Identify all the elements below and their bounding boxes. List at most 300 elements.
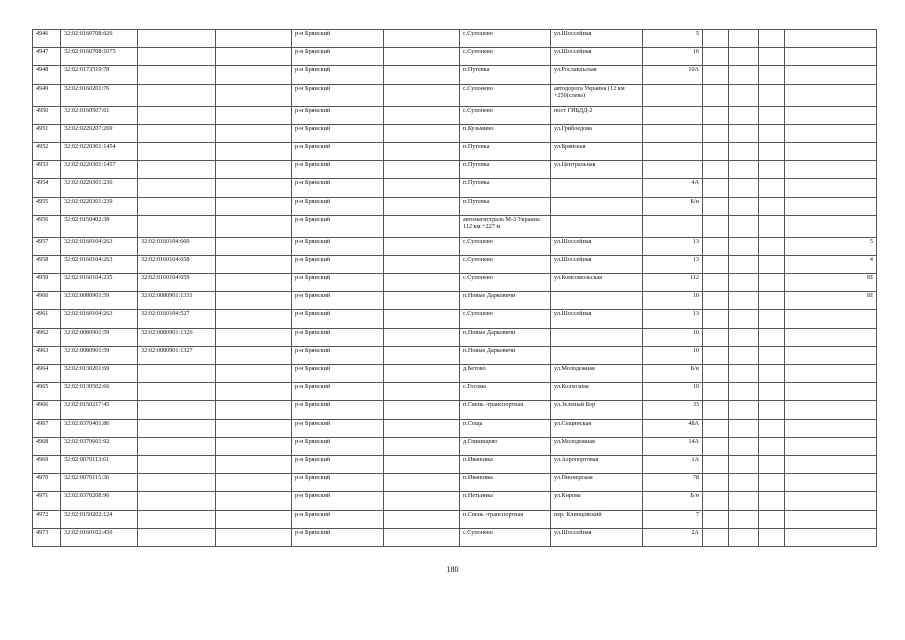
cell-empty: [216, 419, 292, 437]
cell-cadastral-number: 32:02:0080901:59: [61, 346, 138, 364]
cell-empty: [729, 215, 759, 237]
cell-cadastral-number: 32:02:0130502:66: [61, 383, 138, 401]
cell-street: ул.Комсомольская: [551, 274, 643, 292]
cell-building: [785, 401, 877, 419]
cell-cadastral-number: 32:02:0160708:1075: [61, 48, 138, 66]
cell-cadastral-number-2: [138, 365, 216, 383]
cell-empty: [216, 142, 292, 160]
cell-locality: п.Свень -транспортная: [460, 401, 551, 419]
cell-district: р-н Брянский: [292, 328, 384, 346]
cell-house: 13: [643, 255, 703, 273]
cell-empty: [759, 106, 785, 124]
cell-cadastral-number-2: [138, 161, 216, 179]
cell-empty: [729, 455, 759, 473]
cell-empty: [759, 328, 785, 346]
cell-street: ул.Аэропортовая: [551, 455, 643, 473]
table-row: [33, 455, 877, 473]
cell-district: р-н Брянский: [292, 255, 384, 273]
cell-building: [785, 328, 877, 346]
cell-empty: [729, 365, 759, 383]
cell-house: 4А: [643, 179, 703, 197]
cell-house: 1А: [643, 455, 703, 473]
table-row: [33, 161, 877, 179]
cell-empty: [216, 437, 292, 455]
cell-cadastral-number-2: [138, 510, 216, 528]
cell-street: ул.Рославльская: [551, 66, 643, 84]
cell-district: р-н Брянский: [292, 161, 384, 179]
cell-empty: [384, 142, 460, 160]
cell-cadastral-number-2: [138, 492, 216, 510]
cell-cadastral-number: 32:02:0160104:263: [61, 237, 138, 255]
cell-empty: [703, 455, 729, 473]
table-row: [33, 292, 877, 310]
cell-cadastral-number: 32:02:0150402:38: [61, 215, 138, 237]
cell-district: р-н Брянский: [292, 365, 384, 383]
cell-cadastral-number-2: [138, 455, 216, 473]
cell-row-number: 4960: [33, 292, 61, 310]
cell-street: [551, 215, 643, 237]
cell-cadastral-number-2: [138, 474, 216, 492]
cell-locality: п.Путевка: [460, 179, 551, 197]
cell-empty: [729, 528, 759, 546]
cell-building: 4: [785, 255, 877, 273]
cell-locality: с.Супонево: [460, 255, 551, 273]
cell-empty: [216, 66, 292, 84]
cell-house: Б/н: [643, 197, 703, 215]
cell-empty: [759, 142, 785, 160]
cell-empty: [729, 179, 759, 197]
cell-cadastral-number: 32:02:0220301:1454: [61, 142, 138, 160]
cell-street: ул.Шоссейная: [551, 528, 643, 546]
cell-cadastral-number-2: 32:02:0080901:1326: [138, 328, 216, 346]
cell-house: [643, 84, 703, 106]
cell-empty: [384, 292, 460, 310]
cell-empty: [759, 274, 785, 292]
cell-cadastral-number-2: [138, 383, 216, 401]
cell-street: пост ГИБДД-2: [551, 106, 643, 124]
cell-empty: [216, 255, 292, 273]
table-row: [33, 492, 877, 510]
cell-empty: [384, 528, 460, 546]
table-body: [33, 30, 877, 547]
cell-empty: [729, 124, 759, 142]
cell-locality: п.Путевка: [460, 66, 551, 84]
cell-empty: [759, 30, 785, 48]
cell-empty: [729, 346, 759, 364]
cell-empty: [729, 401, 759, 419]
cell-empty: [216, 215, 292, 237]
cell-row-number: 4946: [33, 30, 61, 48]
cell-row-number: 4971: [33, 492, 61, 510]
cell-empty: [384, 401, 460, 419]
cell-row-number: 4948: [33, 66, 61, 84]
cell-cadastral-number-2: [138, 215, 216, 237]
cell-empty: [729, 274, 759, 292]
cell-empty: [703, 124, 729, 142]
cell-district: р-н Брянский: [292, 419, 384, 437]
cell-empty: [759, 310, 785, 328]
cell-street: ул.Брянская: [551, 142, 643, 160]
cell-cadastral-number-2: [138, 142, 216, 160]
cell-house: [643, 161, 703, 179]
cell-row-number: 4950: [33, 106, 61, 124]
cell-empty: [729, 84, 759, 106]
cell-locality: п.Ивановка: [460, 474, 551, 492]
table-row: [33, 365, 877, 383]
cell-empty: [703, 492, 729, 510]
cell-locality: п.Нетьинка: [460, 492, 551, 510]
cell-empty: [384, 310, 460, 328]
cell-street: ул.Центральная: [551, 161, 643, 179]
cell-empty: [759, 215, 785, 237]
cell-empty: [384, 437, 460, 455]
cell-house: 13: [643, 310, 703, 328]
cell-cadastral-number: 32:02:0220207:269: [61, 124, 138, 142]
cell-street: ул.Шоссейная: [551, 310, 643, 328]
cell-row-number: 4963: [33, 346, 61, 364]
cell-row-number: 4951: [33, 124, 61, 142]
cell-empty: [703, 328, 729, 346]
table-row: [33, 66, 877, 84]
cell-house: Б/н: [643, 492, 703, 510]
cell-empty: [216, 124, 292, 142]
cell-district: р-н Брянский: [292, 437, 384, 455]
cell-cadastral-number: 32:02:0160104:263: [61, 310, 138, 328]
cell-building: [785, 383, 877, 401]
cell-locality: п.Путевка: [460, 161, 551, 179]
cell-row-number: 4953: [33, 161, 61, 179]
cell-empty: [729, 30, 759, 48]
cell-building: [785, 215, 877, 237]
cell-street: ул.Шоссейная: [551, 237, 643, 255]
cell-empty: [759, 365, 785, 383]
cell-locality: п.Ивановка: [460, 455, 551, 473]
table-row: [33, 401, 877, 419]
cell-cadastral-number-2: 32:02:0160104:658: [138, 255, 216, 273]
cell-empty: [703, 255, 729, 273]
cell-empty: [759, 124, 785, 142]
cell-house: 13: [643, 237, 703, 255]
cell-street: ул.Шоссейная: [551, 48, 643, 66]
cell-building: [785, 419, 877, 437]
cell-empty: [384, 255, 460, 273]
cell-empty: [216, 346, 292, 364]
cell-empty: [703, 383, 729, 401]
table-row: [33, 84, 877, 106]
cell-empty: [759, 48, 785, 66]
cell-empty: [703, 66, 729, 84]
table-row: [33, 510, 877, 528]
cell-house: 10: [643, 346, 703, 364]
cell-cadastral-number: 32:02:0370601:92: [61, 437, 138, 455]
cell-locality: с.Супонево: [460, 84, 551, 106]
cell-row-number: 4972: [33, 510, 61, 528]
table-row: [33, 197, 877, 215]
cell-building: [785, 142, 877, 160]
cell-locality: с.Госома: [460, 383, 551, 401]
cell-street: ул.Кирова: [551, 492, 643, 510]
cell-empty: [384, 492, 460, 510]
cell-house: [643, 106, 703, 124]
cell-cadastral-number-2: [138, 48, 216, 66]
cell-cadastral-number-2: [138, 528, 216, 546]
cell-house: 2А: [643, 528, 703, 546]
cell-empty: [703, 292, 729, 310]
cell-house: 78: [643, 474, 703, 492]
cell-empty: [759, 401, 785, 419]
cell-district: р-н Брянский: [292, 474, 384, 492]
cell-row-number: 4956: [33, 215, 61, 237]
cell-house: 33: [643, 401, 703, 419]
cell-cadastral-number-2: [138, 179, 216, 197]
cell-building: [785, 179, 877, 197]
cell-empty: [384, 455, 460, 473]
cell-district: р-н Брянский: [292, 179, 384, 197]
cell-cadastral-number-2: [138, 84, 216, 106]
cell-row-number: 4954: [33, 179, 61, 197]
cell-empty: [703, 237, 729, 255]
table-row: [33, 437, 877, 455]
cell-cadastral-number: 32:02:0160708:626: [61, 30, 138, 48]
cell-empty: [384, 274, 460, 292]
cell-building: III: [785, 292, 877, 310]
cell-street: ул.Колхозная: [551, 383, 643, 401]
table-row: [33, 328, 877, 346]
cell-empty: [759, 383, 785, 401]
cell-empty: [729, 474, 759, 492]
cell-empty: [703, 310, 729, 328]
cell-empty: [759, 492, 785, 510]
cell-cadastral-number: 32:02:0160104:235: [61, 274, 138, 292]
cell-empty: [703, 274, 729, 292]
cell-cadastral-number-2: 32:02:0160104:660: [138, 237, 216, 255]
cell-district: р-н Брянский: [292, 310, 384, 328]
cell-street: [551, 179, 643, 197]
cell-district: р-н Брянский: [292, 66, 384, 84]
cell-house: [643, 142, 703, 160]
cell-cadastral-number: 32:02:0160104:263: [61, 255, 138, 273]
cell-building: [785, 30, 877, 48]
table-row: [33, 179, 877, 197]
cell-row-number: 4965: [33, 383, 61, 401]
cell-cadastral-number-2: 32:02:0080901:1327: [138, 346, 216, 364]
cell-empty: [216, 492, 292, 510]
cell-locality: п.Путевка: [460, 142, 551, 160]
cell-district: р-н Брянский: [292, 215, 384, 237]
cell-empty: [384, 197, 460, 215]
cell-empty: [216, 161, 292, 179]
cell-district: р-н Брянский: [292, 401, 384, 419]
cell-empty: [703, 215, 729, 237]
cell-building: [785, 365, 877, 383]
cell-cadastral-number-2: [138, 197, 216, 215]
cell-district: р-н Брянский: [292, 142, 384, 160]
cell-empty: [759, 474, 785, 492]
cell-empty: [384, 106, 460, 124]
cell-empty: [759, 197, 785, 215]
cell-street: [551, 197, 643, 215]
cell-district: р-н Брянский: [292, 492, 384, 510]
cell-locality: п.Сеща: [460, 419, 551, 437]
cell-building: III: [785, 274, 877, 292]
cell-cadastral-number-2: [138, 30, 216, 48]
cell-street: [551, 346, 643, 364]
cell-empty: [703, 197, 729, 215]
cell-cadastral-number: 32:02:0150217:45: [61, 401, 138, 419]
cell-empty: [759, 292, 785, 310]
cell-row-number: 4962: [33, 328, 61, 346]
cell-building: [785, 66, 877, 84]
cell-empty: [703, 419, 729, 437]
cell-empty: [759, 528, 785, 546]
cell-district: р-н Брянский: [292, 383, 384, 401]
cell-empty: [729, 237, 759, 255]
cell-empty: [703, 48, 729, 66]
cell-empty: [759, 179, 785, 197]
cell-empty: [216, 510, 292, 528]
cell-house: 10: [643, 292, 703, 310]
table-row: [33, 528, 877, 546]
cell-empty: [216, 310, 292, 328]
cell-cadastral-number: 32:02:0160102:450: [61, 528, 138, 546]
cell-cadastral-number-2: [138, 437, 216, 455]
cell-building: [785, 455, 877, 473]
cell-cadastral-number: 32:02:0080901:59: [61, 292, 138, 310]
cell-locality: с.Супонево: [460, 528, 551, 546]
cell-empty: [729, 328, 759, 346]
cell-district: р-н Брянский: [292, 197, 384, 215]
page-number: 180: [446, 565, 459, 574]
cell-street: [551, 328, 643, 346]
cell-locality: д.Бетово: [460, 365, 551, 383]
cell-empty: [216, 365, 292, 383]
cell-building: [785, 437, 877, 455]
cell-cadastral-number-2: [138, 106, 216, 124]
cell-cadastral-number: 32:02:0370208:96: [61, 492, 138, 510]
cell-empty: [384, 474, 460, 492]
table-row: [33, 274, 877, 292]
cell-empty: [384, 124, 460, 142]
cell-row-number: 4958: [33, 255, 61, 273]
cell-empty: [759, 66, 785, 84]
cell-building: [785, 124, 877, 142]
cell-district: р-н Брянский: [292, 106, 384, 124]
cell-empty: [216, 197, 292, 215]
cell-district: р-н Брянский: [292, 48, 384, 66]
cell-building: [785, 106, 877, 124]
cell-empty: [216, 328, 292, 346]
cell-empty: [759, 510, 785, 528]
cell-empty: [729, 48, 759, 66]
cell-empty: [759, 346, 785, 364]
cell-empty: [729, 492, 759, 510]
cell-cadastral-number-2: [138, 124, 216, 142]
cell-empty: [384, 161, 460, 179]
cell-empty: [384, 419, 460, 437]
table-row: [33, 30, 877, 48]
cell-empty: [759, 455, 785, 473]
cell-empty: [729, 142, 759, 160]
cell-street: [551, 292, 643, 310]
cell-building: [785, 48, 877, 66]
cell-house: [643, 124, 703, 142]
cell-district: р-н Брянский: [292, 528, 384, 546]
cell-empty: [729, 197, 759, 215]
cell-cadastral-number: 32:02:0220301:236: [61, 179, 138, 197]
cell-row-number: 4964: [33, 365, 61, 383]
cell-empty: [703, 401, 729, 419]
cell-empty: [384, 383, 460, 401]
cell-empty: [384, 510, 460, 528]
cell-row-number: 4970: [33, 474, 61, 492]
cell-street: автодорога Украина (12 км +250(слева): [551, 84, 643, 106]
cell-locality: с.Супонево: [460, 30, 551, 48]
cell-street: ул.Грибоедова: [551, 124, 643, 142]
cell-empty: [759, 255, 785, 273]
table-row: [33, 215, 877, 237]
table-row: [33, 237, 877, 255]
cell-row-number: 4961: [33, 310, 61, 328]
cell-empty: [703, 142, 729, 160]
cell-house: Б/н: [643, 365, 703, 383]
cell-house: 5: [643, 30, 703, 48]
cell-building: [785, 310, 877, 328]
cell-empty: [703, 437, 729, 455]
table-row: [33, 346, 877, 364]
cell-building: [785, 474, 877, 492]
cell-locality: с.Супонево: [460, 48, 551, 66]
cell-street: ул.Пионерская: [551, 474, 643, 492]
cell-empty: [384, 215, 460, 237]
cell-locality: п.Свень -транспортная: [460, 510, 551, 528]
cell-locality: автомагистраль М-3 Украина 112 км +227 м: [460, 215, 551, 237]
cell-house: 16: [643, 48, 703, 66]
cell-empty: [759, 84, 785, 106]
cell-house: 48А: [643, 419, 703, 437]
cell-district: р-н Брянский: [292, 510, 384, 528]
cell-row-number: 4955: [33, 197, 61, 215]
table-row: [33, 310, 877, 328]
cell-locality: п.Новые Дарковичи: [460, 328, 551, 346]
cell-cadastral-number: 32:02:0160201:76: [61, 84, 138, 106]
cell-empty: [216, 474, 292, 492]
table-row: [33, 106, 877, 124]
cell-empty: [703, 161, 729, 179]
cell-empty: [759, 419, 785, 437]
cell-district: р-н Брянский: [292, 30, 384, 48]
cell-empty: [729, 292, 759, 310]
cell-cadastral-number: 32:02:0150202:124: [61, 510, 138, 528]
table-row: [33, 419, 877, 437]
cell-empty: [703, 179, 729, 197]
cell-district: р-н Брянский: [292, 346, 384, 364]
cell-empty: [216, 292, 292, 310]
cell-empty: [216, 455, 292, 473]
cell-street: ул.Шоссейная: [551, 255, 643, 273]
cell-house: [643, 215, 703, 237]
cell-cadastral-number-2: 32:02:0080901:1331: [138, 292, 216, 310]
cell-locality: п.Новые Дарковичи: [460, 346, 551, 364]
table-row: [33, 48, 877, 66]
cell-empty: [384, 328, 460, 346]
table-row: [33, 383, 877, 401]
cell-row-number: 4947: [33, 48, 61, 66]
cell-building: [785, 492, 877, 510]
table-row: [33, 124, 877, 142]
cell-empty: [384, 48, 460, 66]
cell-cadastral-number-2: 32:02:0160104:527: [138, 310, 216, 328]
cell-empty: [703, 528, 729, 546]
